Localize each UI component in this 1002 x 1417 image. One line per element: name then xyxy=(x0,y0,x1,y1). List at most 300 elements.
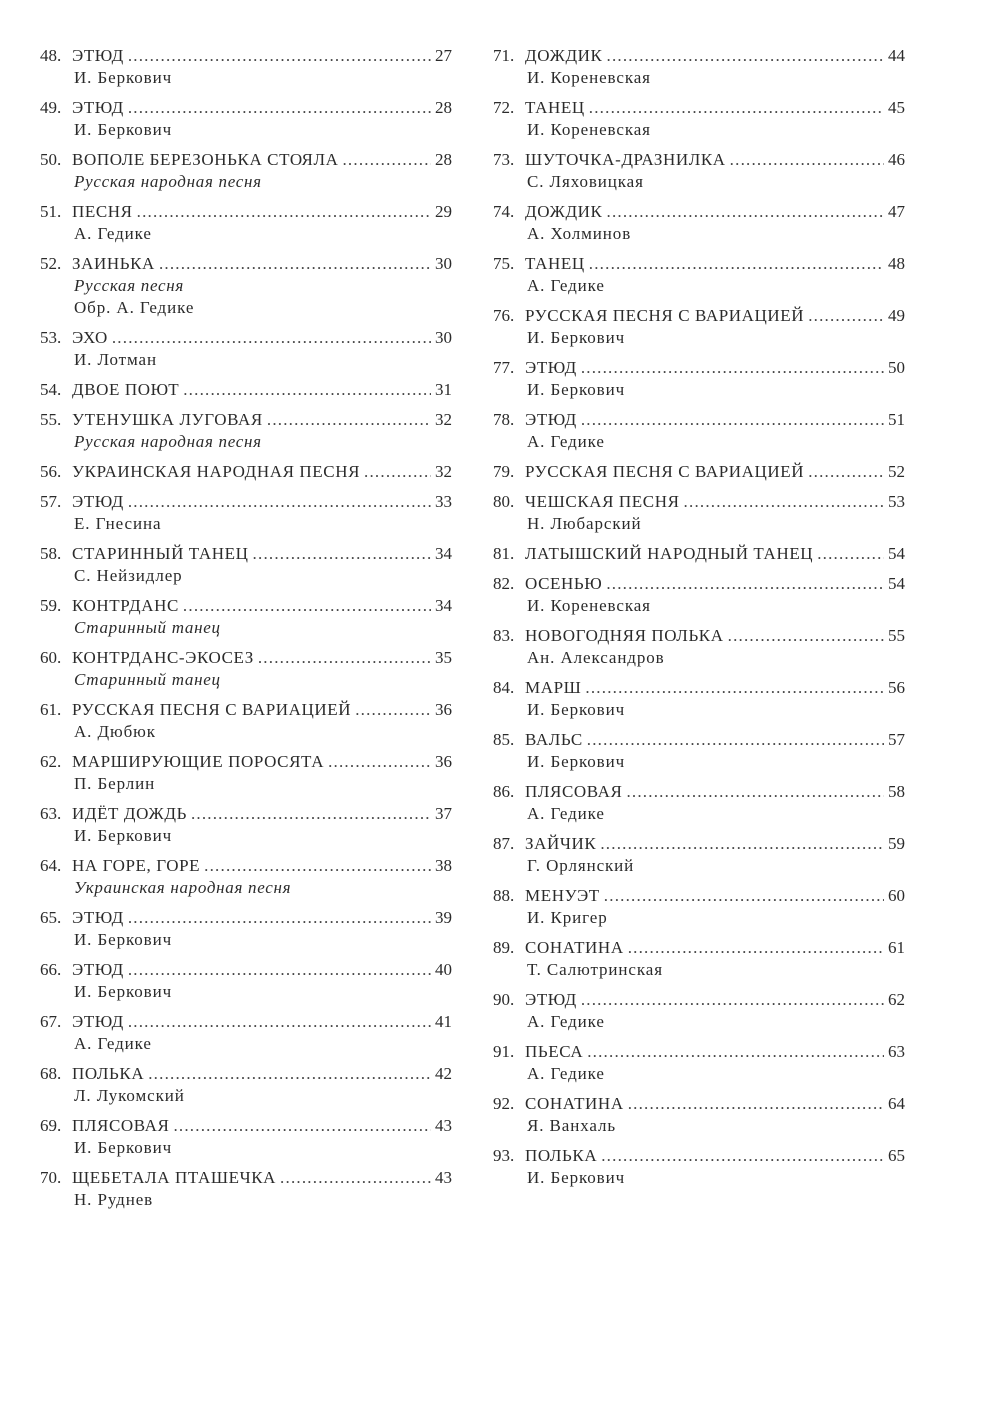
entry-author: И. Кореневская xyxy=(527,596,651,615)
entry-title: РУССКАЯ ПЕСНЯ С ВАРИАЦИЕЙ xyxy=(72,700,352,719)
entry-number: 67. xyxy=(40,1012,62,1031)
entry-page-number: 45 xyxy=(888,98,905,117)
toc-entry-line xyxy=(40,327,452,349)
entry-number: 85. xyxy=(493,730,515,749)
entry-number: 79. xyxy=(493,462,515,481)
entry-page-number: 48 xyxy=(888,254,905,273)
dot-leader xyxy=(587,1041,884,1063)
toc-entry xyxy=(493,729,905,781)
entry-page-number: 64 xyxy=(888,1094,905,1113)
entry-author: А. Гедике xyxy=(527,804,605,823)
entry-author: И. Кореневская xyxy=(527,68,651,87)
entry-number: 72. xyxy=(493,98,515,117)
entry-author: Обр. А. Гедике xyxy=(74,298,195,317)
entry-number: 70. xyxy=(40,1168,62,1187)
toc-entry xyxy=(493,201,905,253)
entry-author: Л. Лукомский xyxy=(74,1086,185,1105)
dot-leader xyxy=(626,781,884,803)
toc-entry xyxy=(493,45,905,97)
entry-number: 60. xyxy=(40,648,62,667)
entry-title: ПЛЯСОВАЯ xyxy=(525,782,623,801)
toc-entry-line xyxy=(40,699,452,721)
toc-entry xyxy=(493,253,905,305)
toc-entry-line xyxy=(40,149,452,171)
entry-title: ВАЛЬС xyxy=(525,730,583,749)
entry-number: 90. xyxy=(493,990,515,1009)
dot-leader xyxy=(808,461,884,483)
toc-entry xyxy=(493,1041,905,1093)
entry-number: 52. xyxy=(40,254,62,273)
entry-author: Г. Орлянский xyxy=(527,856,635,875)
entry-number: 65. xyxy=(40,908,62,927)
entry-page-number: 53 xyxy=(888,492,905,511)
entry-title: ТАНЕЦ xyxy=(525,98,585,117)
toc-entry xyxy=(493,677,905,729)
toc-entry-line xyxy=(493,833,905,855)
entry-number: 64. xyxy=(40,856,62,875)
entry-title: МАРШИРУЮЩИЕ ПОРОСЯТА xyxy=(72,752,325,771)
toc-entry-line xyxy=(493,885,905,907)
toc-entry-line xyxy=(40,461,452,483)
entry-author: И. Беркович xyxy=(527,752,626,771)
entry-page-number: 54 xyxy=(888,544,905,563)
entry-page-number: 30 xyxy=(435,254,452,273)
entry-number: 54. xyxy=(40,380,62,399)
dot-leader xyxy=(328,751,431,773)
entry-number: 58. xyxy=(40,544,62,563)
dot-leader xyxy=(589,253,884,275)
dot-leader xyxy=(128,97,431,119)
dot-leader xyxy=(364,461,431,483)
entry-author: П. Берлин xyxy=(74,774,156,793)
toc-entry xyxy=(40,543,452,595)
entry-title: ПОЛЬКА xyxy=(72,1064,145,1083)
entry-title: ЭТЮД xyxy=(72,908,124,927)
entry-number: 84. xyxy=(493,678,515,697)
entry-title: ЭТЮД xyxy=(72,492,124,511)
toc-entry xyxy=(493,357,905,409)
toc-entry-line xyxy=(40,1063,452,1085)
entry-author: Н. Любарский xyxy=(527,514,642,533)
entry-author: Н. Руднев xyxy=(74,1190,154,1209)
toc-entry-line xyxy=(493,625,905,647)
entry-number: 68. xyxy=(40,1064,62,1083)
dot-leader xyxy=(148,1063,431,1085)
toc-entry-line xyxy=(40,201,452,223)
toc-entry xyxy=(493,305,905,357)
entry-title: МЕНУЭТ xyxy=(525,886,600,905)
entry-page-number: 36 xyxy=(435,752,452,771)
entry-title: ЗАИНЬКА xyxy=(72,254,155,273)
dot-leader xyxy=(585,677,884,699)
entry-page-number: 41 xyxy=(435,1012,452,1031)
entry-page-number: 42 xyxy=(435,1064,452,1083)
entry-number: 53. xyxy=(40,328,62,347)
toc-entry xyxy=(40,253,452,327)
dot-leader xyxy=(258,647,431,669)
dot-leader xyxy=(204,855,431,877)
entry-author: Ан. Александров xyxy=(527,648,665,667)
toc-entry-line xyxy=(493,45,905,67)
toc-entry xyxy=(40,45,452,97)
entry-subtitle: Украинская народная песня xyxy=(74,878,292,897)
entry-number: 61. xyxy=(40,700,62,719)
dot-leader xyxy=(587,729,884,751)
entry-author: А. Гедике xyxy=(74,224,152,243)
entry-title: РУССКАЯ ПЕСНЯ С ВАРИАЦИЕЙ xyxy=(525,306,805,325)
entry-title: КОНТРДАНС xyxy=(72,596,179,615)
entry-title: ПОЛЬКА xyxy=(525,1146,598,1165)
entry-number: 63. xyxy=(40,804,62,823)
entry-author: И. Беркович xyxy=(74,982,173,1001)
toc-entry xyxy=(40,647,452,699)
dot-leader xyxy=(607,45,885,67)
entry-number: 73. xyxy=(493,150,515,169)
entry-author: И. Беркович xyxy=(527,328,626,347)
entry-page-number: 55 xyxy=(888,626,905,645)
entry-number: 66. xyxy=(40,960,62,979)
toc-entry xyxy=(40,751,452,803)
dot-leader xyxy=(817,543,884,565)
toc-entry xyxy=(493,97,905,149)
entry-page-number: 62 xyxy=(888,990,905,1009)
entry-author: А. Дюбюк xyxy=(74,722,156,741)
entry-page-number: 60 xyxy=(888,886,905,905)
toc-entry-line xyxy=(40,97,452,119)
entry-author: И. Лотман xyxy=(74,350,157,369)
entry-title: СТАРИННЫЙ ТАНЕЦ xyxy=(72,544,249,563)
toc-entry-line xyxy=(40,595,452,617)
entry-number: 81. xyxy=(493,544,515,563)
dot-leader xyxy=(607,201,885,223)
entry-page-number: 31 xyxy=(435,380,452,399)
entry-title: ПЛЯСОВАЯ xyxy=(72,1116,170,1135)
toc-entry xyxy=(40,1115,452,1167)
toc-column-left xyxy=(40,45,452,1219)
entry-subtitle: Русская народная песня xyxy=(74,172,262,191)
entry-page-number: 39 xyxy=(435,908,452,927)
dot-leader xyxy=(183,595,431,617)
entry-number: 48. xyxy=(40,46,62,65)
entry-number: 74. xyxy=(493,202,515,221)
toc-entry-line xyxy=(40,803,452,825)
entry-author: А. Гедике xyxy=(74,1034,152,1053)
entry-author: Я. Ванхаль xyxy=(527,1116,617,1135)
entry-page-number: 46 xyxy=(888,150,905,169)
dot-leader xyxy=(128,45,431,67)
entry-title: ЗАЙЧИК xyxy=(525,834,597,853)
toc-entry-line xyxy=(40,253,452,275)
dot-leader xyxy=(581,409,884,431)
toc-entry xyxy=(493,149,905,201)
entry-number: 77. xyxy=(493,358,515,377)
entry-number: 92. xyxy=(493,1094,515,1113)
toc-entry-line xyxy=(40,45,452,67)
entry-number: 80. xyxy=(493,492,515,511)
toc-entry-line xyxy=(493,989,905,1011)
entry-title: НА ГОРЕ, ГОРЕ xyxy=(72,856,201,875)
toc-entry-line xyxy=(40,1011,452,1033)
toc-entry-line xyxy=(493,573,905,595)
toc-entry-line xyxy=(493,97,905,119)
entry-page-number: 52 xyxy=(888,462,905,481)
toc-entry-line xyxy=(40,543,452,565)
toc-entry xyxy=(493,833,905,885)
entry-author: А. Гедике xyxy=(527,1012,605,1031)
entry-number: 82. xyxy=(493,574,515,593)
toc-entry xyxy=(40,461,452,491)
dot-leader xyxy=(808,305,884,327)
toc-entry xyxy=(493,461,905,491)
entry-number: 75. xyxy=(493,254,515,273)
entry-number: 69. xyxy=(40,1116,62,1135)
entry-page-number: 28 xyxy=(435,150,452,169)
dot-leader xyxy=(342,149,431,171)
entry-title: МАРШ xyxy=(525,678,582,697)
entry-page-number: 57 xyxy=(888,730,905,749)
entry-author: И. Беркович xyxy=(74,930,173,949)
entry-number: 86. xyxy=(493,782,515,801)
entry-page-number: 36 xyxy=(435,700,452,719)
entry-page-number: 29 xyxy=(435,202,452,221)
toc-entry-line xyxy=(493,149,905,171)
entry-number: 89. xyxy=(493,938,515,957)
toc-entry xyxy=(493,625,905,677)
entry-subtitle: Старинный танец xyxy=(74,618,221,637)
entry-number: 62. xyxy=(40,752,62,771)
toc-entry-line xyxy=(493,1093,905,1115)
dot-leader xyxy=(600,833,884,855)
entry-subtitle: Русская народная песня xyxy=(74,432,262,451)
toc-entry xyxy=(493,781,905,833)
toc-entry-line xyxy=(40,491,452,513)
entry-title: ДВОЕ ПОЮТ xyxy=(72,380,180,399)
entry-title: ЭТЮД xyxy=(525,990,577,1009)
toc-column-right xyxy=(493,45,905,1197)
entry-author: Т. Салютринская xyxy=(527,960,663,979)
dot-leader xyxy=(128,491,431,513)
toc-entry xyxy=(40,97,452,149)
toc-entry-line xyxy=(493,543,905,565)
entry-title: ИДЁТ ДОЖДЬ xyxy=(72,804,187,823)
dot-leader xyxy=(628,1093,884,1115)
entry-number: 56. xyxy=(40,462,62,481)
toc-entry xyxy=(493,543,905,573)
toc-entry xyxy=(40,907,452,959)
toc-entry xyxy=(493,491,905,543)
entry-title: ЭТЮД xyxy=(72,98,124,117)
toc-entry xyxy=(40,327,452,379)
toc-entry-line xyxy=(493,357,905,379)
dot-leader xyxy=(183,379,431,401)
entry-author: Е. Гнесина xyxy=(74,514,162,533)
dot-leader xyxy=(601,1145,884,1167)
entry-page-number: 27 xyxy=(435,46,452,65)
entry-title: ЛАТЫШСКИЙ НАРОДНЫЙ ТАНЕЦ xyxy=(525,544,814,563)
entry-number: 50. xyxy=(40,150,62,169)
entry-title: СОНАТИНА xyxy=(525,938,624,957)
dot-leader xyxy=(137,201,431,223)
entry-title: ЩЕБЕТАЛА ПТАШЕЧКА xyxy=(72,1168,277,1187)
entry-page-number: 44 xyxy=(888,46,905,65)
dot-leader xyxy=(606,573,884,595)
dot-leader xyxy=(128,1011,431,1033)
entry-title: ДОЖДИК xyxy=(525,202,603,221)
toc-entry xyxy=(40,595,452,647)
entry-number: 57. xyxy=(40,492,62,511)
entry-title: УКРАИНСКАЯ НАРОДНАЯ ПЕСНЯ xyxy=(72,462,361,481)
entry-page-number: 50 xyxy=(888,358,905,377)
toc-entry xyxy=(493,1145,905,1197)
entry-page-number: 58 xyxy=(888,782,905,801)
dot-leader xyxy=(280,1167,431,1189)
entry-page-number: 43 xyxy=(435,1168,452,1187)
toc-entry xyxy=(40,855,452,907)
entry-page-number: 51 xyxy=(888,410,905,429)
entry-author: И. Беркович xyxy=(527,700,626,719)
toc-entry-line xyxy=(493,1041,905,1063)
entry-author: А. Гедике xyxy=(527,432,605,451)
toc-entry-line xyxy=(493,491,905,513)
toc-entry-line xyxy=(493,937,905,959)
toc-entry xyxy=(40,1167,452,1219)
entry-number: 71. xyxy=(493,46,515,65)
entry-number: 49. xyxy=(40,98,62,117)
entry-page-number: 30 xyxy=(435,328,452,347)
toc-entry xyxy=(493,989,905,1041)
entry-page-number: 56 xyxy=(888,678,905,697)
entry-number: 51. xyxy=(40,202,62,221)
toc-entry-line xyxy=(40,751,452,773)
dot-leader xyxy=(628,937,884,959)
entry-page-number: 34 xyxy=(435,596,452,615)
dot-leader xyxy=(684,491,884,513)
dot-leader xyxy=(112,327,431,349)
entry-author: И. Беркович xyxy=(527,380,626,399)
entry-author: И. Беркович xyxy=(527,1168,626,1187)
dot-leader xyxy=(604,885,884,907)
entry-author: С. Ляховицкая xyxy=(527,172,644,191)
entry-number: 59. xyxy=(40,596,62,615)
dot-leader xyxy=(173,1115,431,1137)
entry-title: ПЕСНЯ xyxy=(72,202,133,221)
entry-page-number: 28 xyxy=(435,98,452,117)
toc-entry-line xyxy=(40,959,452,981)
entry-subtitle: Русская песня xyxy=(74,276,185,295)
entry-author: И. Беркович xyxy=(74,1138,173,1157)
entry-number: 91. xyxy=(493,1042,515,1061)
dot-leader xyxy=(581,357,884,379)
entry-author: И. Беркович xyxy=(74,68,173,87)
toc-entry-line xyxy=(40,379,452,401)
entry-number: 88. xyxy=(493,886,515,905)
toc-entry xyxy=(40,491,452,543)
entry-author: И. Кореневская xyxy=(527,120,651,139)
entry-number: 83. xyxy=(493,626,515,645)
toc-entry-line xyxy=(40,647,452,669)
entry-page-number: 35 xyxy=(435,648,452,667)
entry-title: ВОПОЛЕ БЕРЕЗОНЬКА СТОЯЛА xyxy=(72,150,339,169)
entry-author: И. Кригер xyxy=(527,908,608,927)
dot-leader xyxy=(589,97,884,119)
toc-entry-line xyxy=(493,1145,905,1167)
entry-page-number: 65 xyxy=(888,1146,905,1165)
dot-leader xyxy=(728,625,884,647)
dot-leader xyxy=(191,803,431,825)
entry-page-number: 61 xyxy=(888,938,905,957)
entry-page-number: 37 xyxy=(435,804,452,823)
dot-leader xyxy=(159,253,431,275)
toc-entry-line xyxy=(493,781,905,803)
toc-entry-line xyxy=(493,461,905,483)
toc-entry xyxy=(493,885,905,937)
toc-entry-line xyxy=(493,253,905,275)
toc-entry xyxy=(493,937,905,989)
entry-title: НОВОГОДНЯЯ ПОЛЬКА xyxy=(525,626,724,645)
entry-title: ЧЕШСКАЯ ПЕСНЯ xyxy=(525,492,680,511)
toc-entry-line xyxy=(40,907,452,929)
entry-title: ПЬЕСА xyxy=(525,1042,584,1061)
entry-author: С. Нейзидлер xyxy=(74,566,183,585)
entry-title: СОНАТИНА xyxy=(525,1094,624,1113)
entry-page-number: 47 xyxy=(888,202,905,221)
toc-entry xyxy=(40,699,452,751)
entry-page-number: 32 xyxy=(435,462,452,481)
entry-number: 87. xyxy=(493,834,515,853)
toc-entry xyxy=(40,959,452,1011)
toc-entry xyxy=(40,379,452,409)
entry-page-number: 33 xyxy=(435,492,452,511)
entry-page-number: 49 xyxy=(888,306,905,325)
entry-title: ШУТОЧКА-ДРАЗНИЛКА xyxy=(525,150,726,169)
entry-title: КОНТРДАНС-ЭКОСЕЗ xyxy=(72,648,254,667)
entry-author: А. Гедике xyxy=(527,276,605,295)
entry-title: ЭТЮД xyxy=(72,960,124,979)
dot-leader xyxy=(253,543,431,565)
entry-title: ДОЖДИК xyxy=(525,46,603,65)
toc-entry-line xyxy=(493,409,905,431)
toc-entry-line xyxy=(493,729,905,751)
dot-leader xyxy=(581,989,884,1011)
entry-subtitle: Старинный танец xyxy=(74,670,221,689)
entry-number: 55. xyxy=(40,410,62,429)
entry-page-number: 59 xyxy=(888,834,905,853)
entry-number: 93. xyxy=(493,1146,515,1165)
toc-entry xyxy=(40,1011,452,1063)
entry-author: И. Беркович xyxy=(74,120,173,139)
dot-leader xyxy=(267,409,431,431)
entry-title: РУССКАЯ ПЕСНЯ С ВАРИАЦИЕЙ xyxy=(525,462,805,481)
entry-page-number: 32 xyxy=(435,410,452,429)
toc-entry xyxy=(40,803,452,855)
entry-title: ЭТЮД xyxy=(525,410,577,429)
toc-entry xyxy=(40,149,452,201)
toc-entry xyxy=(40,201,452,253)
entry-author: А. Холминов xyxy=(527,224,632,243)
entry-author: И. Беркович xyxy=(74,826,173,845)
entry-number: 76. xyxy=(493,306,515,325)
entry-page-number: 40 xyxy=(435,960,452,979)
entry-author: А. Гедике xyxy=(527,1064,605,1083)
toc-entry-line xyxy=(40,855,452,877)
toc-entry-line xyxy=(493,677,905,699)
toc-entry-line xyxy=(40,1167,452,1189)
entry-page-number: 54 xyxy=(888,574,905,593)
entry-page-number: 38 xyxy=(435,856,452,875)
dot-leader xyxy=(355,699,431,721)
toc-entry xyxy=(493,1093,905,1145)
entry-page-number: 63 xyxy=(888,1042,905,1061)
